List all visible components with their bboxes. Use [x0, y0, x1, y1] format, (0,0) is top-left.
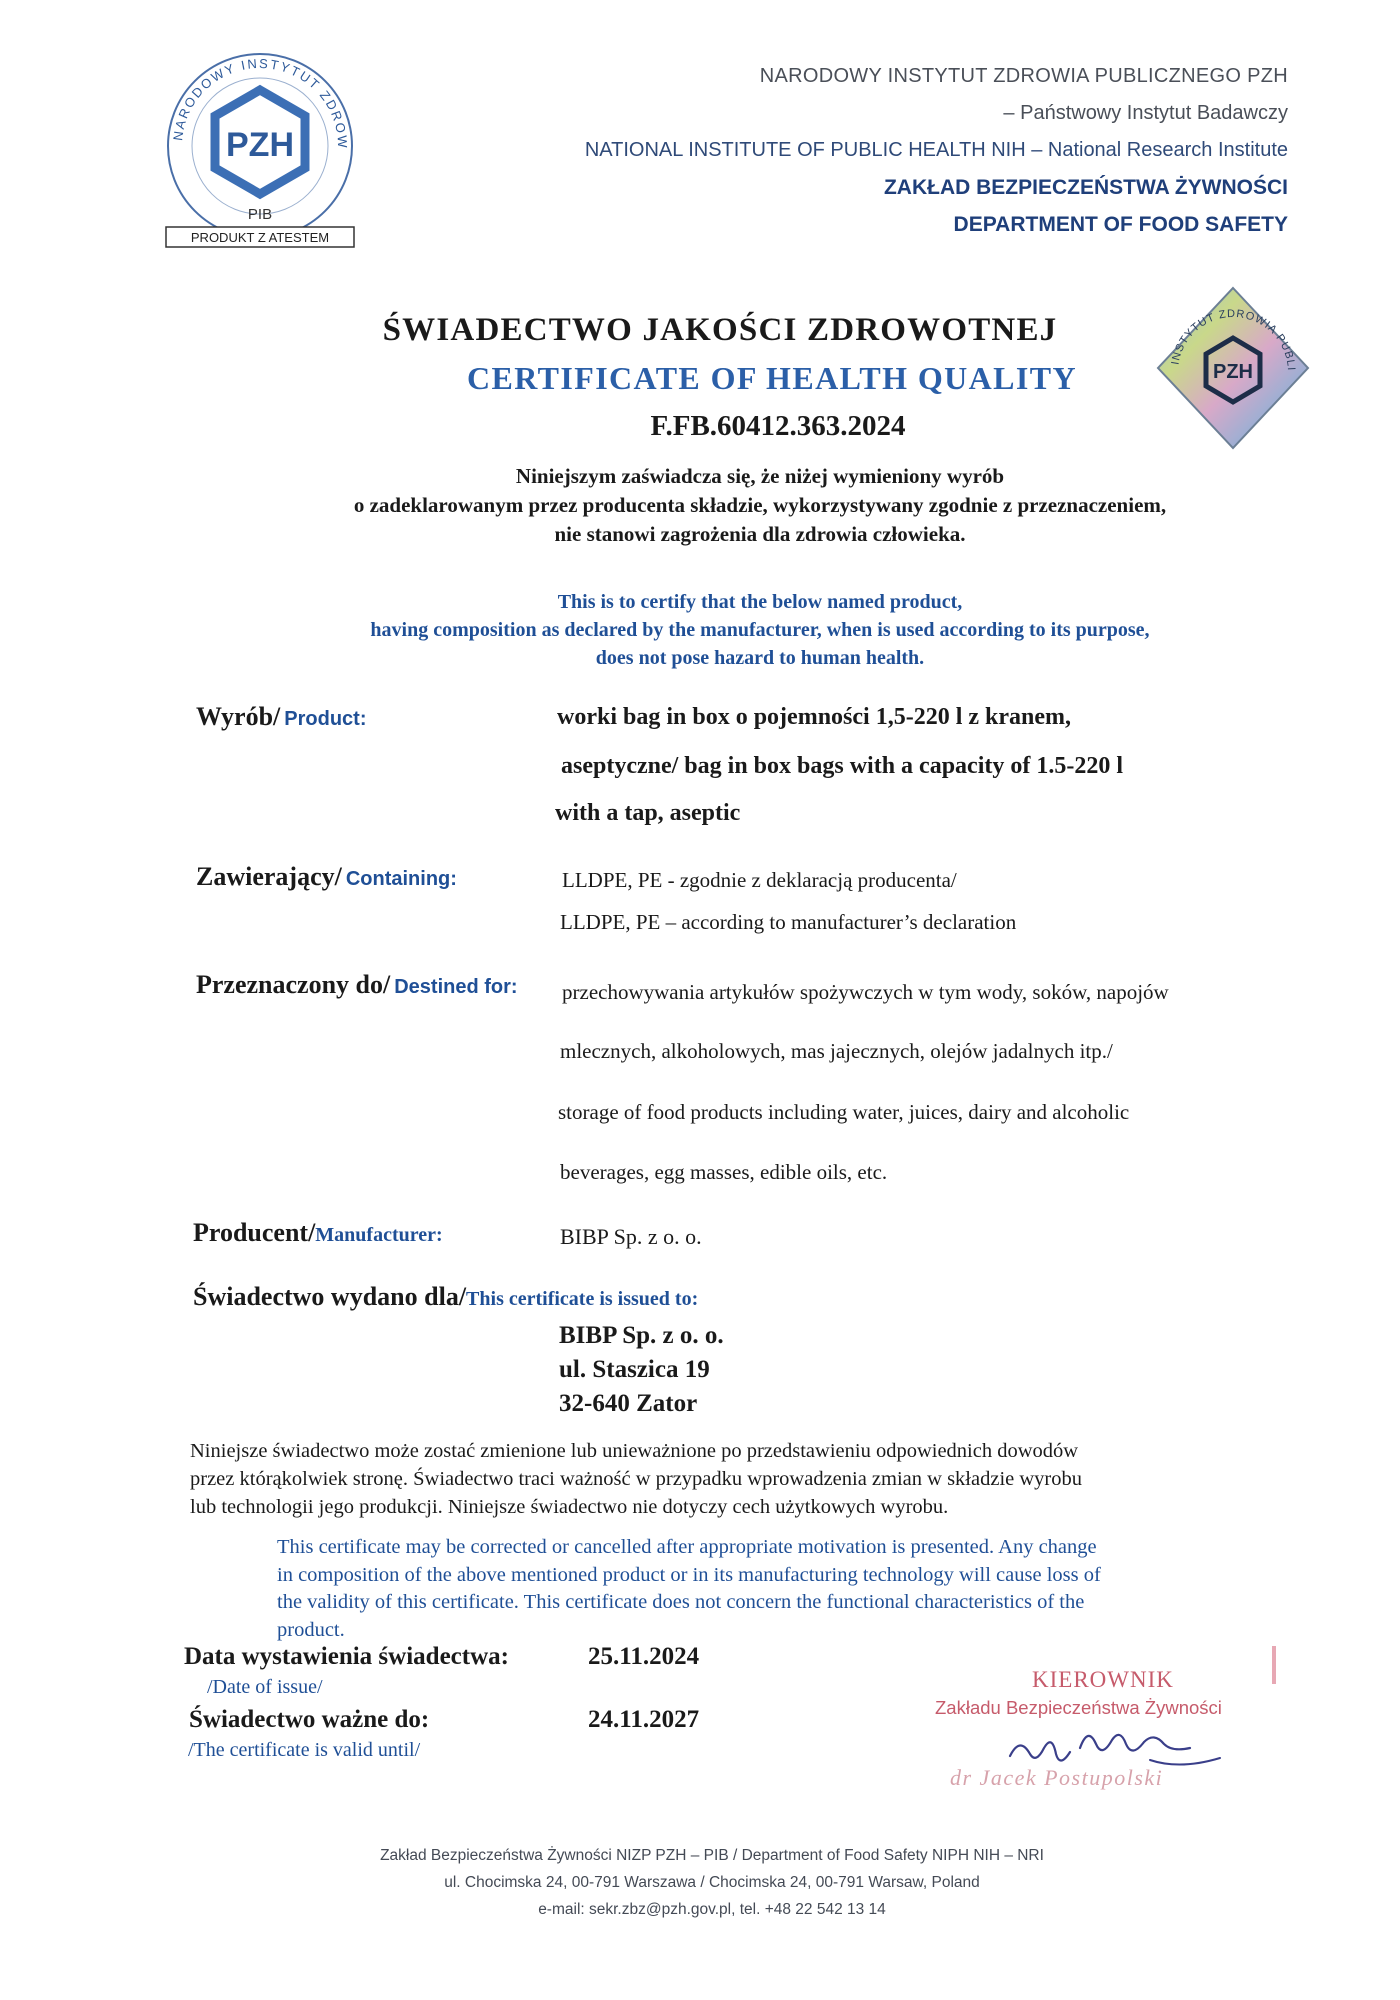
- svg-text:INSTYTUT ZDROWIA PUBLICZNEGO: INSTYTUT ZDROWIA PUBLI: [1169, 307, 1298, 372]
- intro-line: This is to certify that the below named product,: [557, 591, 963, 613]
- stamp-title: KIEROWNIK: [1032, 1667, 1174, 1692]
- pzh-seal-icon: [160, 34, 360, 249]
- svg-text:PZH: PZH: [1213, 361, 1253, 383]
- valid-until-value: 24.11.2027: [588, 1706, 700, 1733]
- svg-text:PIB: PIB: [247, 206, 273, 223]
- destined-value-line: mlecznych, alkoholowych, mas jajecznych, olejów jadalnych itp./: [560, 1039, 1113, 1063]
- containing-label: Zawierający/ Containing:: [196, 862, 457, 891]
- product-value-line: aseptyczne/ bag in box bags with a capacity of 1.5-220 l: [561, 753, 1124, 779]
- stamp-mark: [1272, 1646, 1276, 1684]
- destined-value-line: storage of food products including water, juices, dairy and alcoholic: [558, 1100, 1130, 1124]
- note-line: This certificate may be corrected or cancelled after appropriate motivation is presented. Any change: [277, 1536, 1097, 1558]
- product-value-line: worki bag in box o pojemności 1,5-220 l z kranem,: [557, 704, 1072, 730]
- footer-contact: e-mail: sekr.zbz@pzh.gov.pl, tel. +48 22 542 13 14: [538, 1901, 886, 1918]
- manufacturer-label: Producent/Manufacturer:: [193, 1218, 443, 1247]
- intro-statement-en: [60, 588, 1400, 672]
- containing-value-line: LLDPE, PE – according to manufacturer’s declaration: [560, 910, 1017, 934]
- issued-to-label: Świadectwo wydano dla/This certificate is issued to:: [193, 1282, 699, 1311]
- issue-date-label: Data wystawienia świadectwa:: [184, 1643, 509, 1670]
- stamp-name: dr Jacek Postupolski: [950, 1765, 1164, 1790]
- destined-value-line: przechowywania artykułów spożywczych w tym wody, soków, napojów: [562, 980, 1169, 1004]
- stamp-unit: Zakładu Bezpieczeństwa Żywności: [935, 1697, 1222, 1718]
- certificate-title-pl: ŚWIADECTWO JAKOŚCI ZDROWOTNEJ: [382, 312, 1058, 348]
- issued-to-line: 32-640 Zator: [559, 1390, 698, 1417]
- intro-line: o zadeklarowanym przez producenta składzie, wykorzystywany zgodnie z przeznaczeniem,: [353, 493, 1167, 517]
- footer-department: Zakład Bezpieczeństwa Żywności NIZP PZH – PIB / Department of Food Safety NIPH NIH – NRI: [380, 1847, 1044, 1864]
- institute-name-en: NATIONAL INSTITUTE OF PUBLIC HEALTH NIH – National Research Institute: [584, 139, 1288, 161]
- product-value-line: with a tap, aseptic: [555, 800, 741, 826]
- issue-date-label-en: /Date of issue/: [207, 1676, 323, 1698]
- department-name-pl: ZAKŁAD BEZPIECZEŃSTWA ŻYWNOŚCI: [883, 176, 1288, 199]
- institute-logo: [160, 34, 360, 249]
- department-name-en: DEPARTMENT OF FOOD SAFETY: [953, 213, 1288, 236]
- footer-address: ul. Chocimska 24, 00-791 Warszawa / Chocimska 24, 00-791 Warsaw, Poland: [444, 1874, 980, 1891]
- intro-line: having composition as declared by the manufacturer, when is used according to its purpose,: [370, 619, 1150, 641]
- issued-to-line: ul. Staszica 19: [559, 1356, 710, 1383]
- certificate-title-en: CERTIFICATE OF HEALTH QUALITY: [467, 360, 1077, 396]
- svg-text:NARODOWY INSTYTUT ZDROWIA PUBL: NARODOWY INSTYTUT ZDROW: [170, 55, 351, 151]
- note-line: Niniejsze świadectwo może zostać zmienione lub unieważnione po przedstawieniu odpowiednich dowodów: [190, 1440, 1079, 1462]
- note-line: lub technologii jego produkcji. Niniejsze świadectwo nie dotyczy cech użytkowych wyrobu.: [190, 1496, 949, 1518]
- institute-name-pl: NARODOWY INSTYTUT ZDROWIA PUBLICZNEGO PZH: [759, 65, 1288, 87]
- note-line: przez którąkolwiek stronę. Świadectwo traci ważność w przypadku wprowadzenia zmian w składzie wyrobu: [190, 1468, 1083, 1490]
- intro-line: Niniejszym zaświadcza się, że niżej wymieniony wyrób: [515, 464, 1005, 488]
- intro-line: does not pose hazard to human health.: [595, 647, 925, 669]
- institute-type-pl: – Państwowy Instytut Badawczy: [1003, 102, 1288, 124]
- note-line: in composition of the above mentioned product or in its manufacturing technology will cause loss of: [277, 1563, 1101, 1586]
- issued-to-line: BIBP Sp. z o. o.: [559, 1322, 724, 1349]
- note-line: the validity of this certificate. This certificate does not concern the functional characteristics of the: [277, 1591, 1085, 1613]
- svg-text:PRODUKT Z ATESTEM: PRODUKT Z ATESTEM: [190, 230, 330, 245]
- containing-value-line: LLDPE, PE - zgodnie z deklaracją producenta/: [562, 868, 957, 892]
- intro-line: nie stanowi zagrożenia dla zdrowia człowieka.: [554, 522, 966, 546]
- manufacturer-value: BIBP Sp. z o. o.: [560, 1224, 702, 1249]
- issued-to-address: [559, 1319, 724, 1421]
- validity-note-en: [277, 1534, 1257, 1644]
- valid-until-label: Świadectwo ważne do:: [189, 1706, 430, 1733]
- intro-statement-pl: [60, 462, 1400, 549]
- valid-until-label-en: /The certificate is valid until/: [188, 1739, 421, 1761]
- certificate-number: F.FB.60412.363.2024: [650, 410, 906, 442]
- issue-date-value: 25.11.2024: [588, 1643, 700, 1670]
- destined-value-line: beverages, egg masses, edible oils, etc.: [560, 1160, 888, 1184]
- destined-label: Przeznaczony do/ Destined for:: [196, 970, 518, 999]
- svg-text:PZH: PZH: [226, 126, 294, 164]
- validity-note-pl: [190, 1437, 1250, 1521]
- note-line: product.: [277, 1618, 345, 1641]
- product-label: Wyrób/ Product:: [196, 702, 367, 731]
